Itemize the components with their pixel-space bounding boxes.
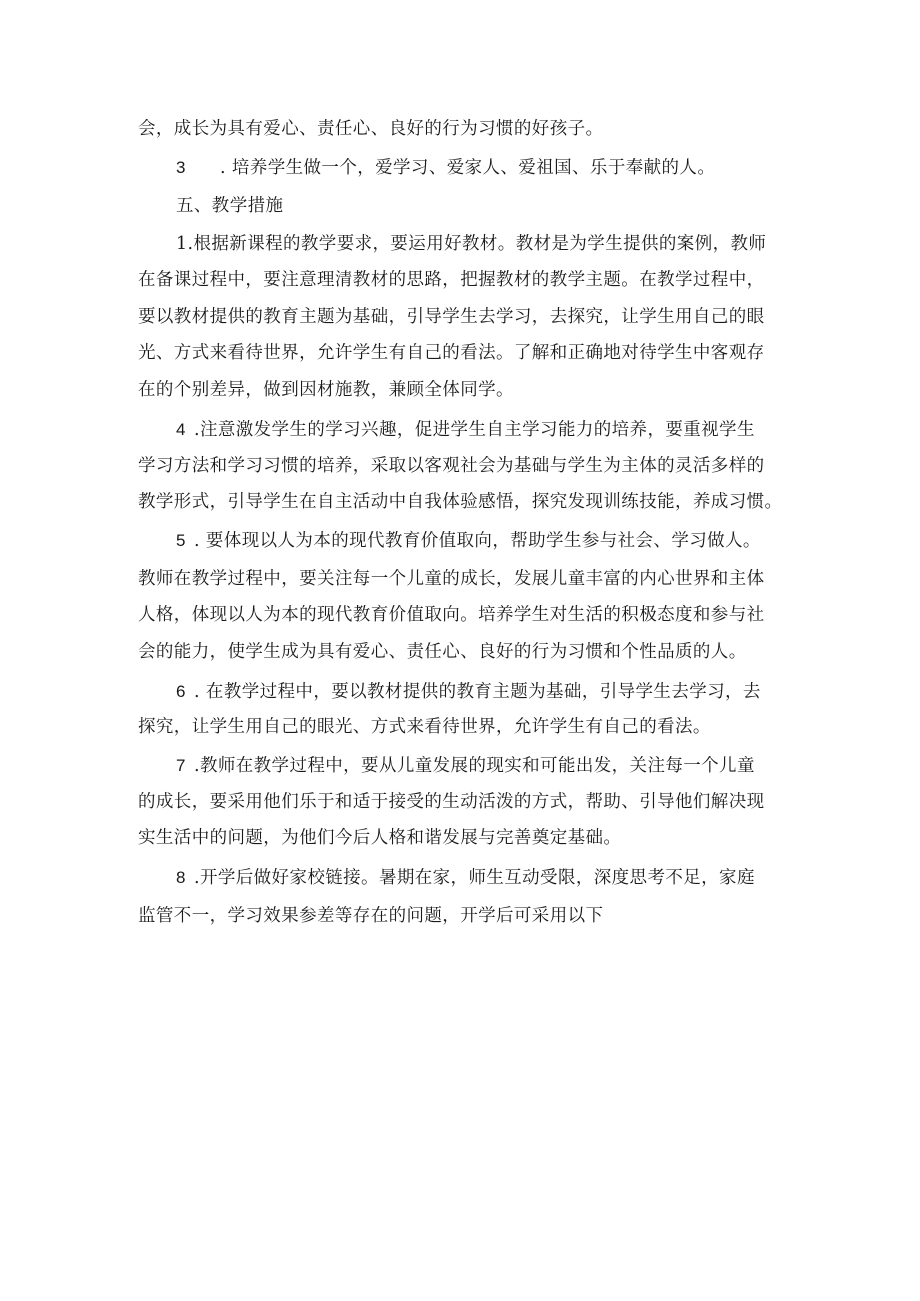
- list-item-text: . 培养学生做一个，爱学习、爱家人、爱祖国、乐于奉献的人。: [220, 158, 716, 178]
- paragraph-line: 1.根据新课程的教学要求，要运用好教材。教材是为学生提供的案例，教师: [176, 234, 767, 254]
- list-item-8: [176, 866, 755, 890]
- paragraph-line: 在的个别差异，做到因材施教，兼顾全体同学。: [138, 380, 514, 400]
- paragraph-line: 监管不一，学习效果参差等存在的问题，开学后可采用以下: [138, 906, 604, 926]
- paragraph-line: 实生活中的问题，为他们今后人格和谐发展与完善奠定基础。: [138, 828, 622, 848]
- list-number: 3: [176, 158, 186, 177]
- paragraph-line: 教学形式，引导学生在自主活动中自我体验感悟，探究发现训练技能，养成习惯。: [138, 492, 783, 512]
- paragraph-line: 在备课过程中，要注意理清教材的思路，把握教材的教学主题。在教学过程中，: [138, 270, 765, 290]
- paragraph-line: 会的能力，使学生成为具有爱心、责任心、良好的行为习惯和个性品质的人。: [138, 642, 747, 662]
- list-item-6: [176, 680, 761, 704]
- list-item-text: . 要体现以人为本的现代教育价值取向，帮助学生参与社会、学习做人。: [194, 531, 761, 551]
- paragraph-line: 教师在教学过程中，要关注每一个儿童的成长，发展儿童丰富的内心世界和主体: [138, 569, 765, 589]
- list-item-3: [176, 156, 715, 180]
- list-item-text: .开学后做好家校链接。暑期在家，师生互动受限，深度思考不足，家庭: [194, 868, 755, 888]
- list-number: 8: [176, 868, 186, 887]
- paragraph-line: 光、方式来看待世界，允许学生有自己的看法。了解和正确地对待学生中客观存: [138, 343, 765, 363]
- paragraph-line: 探究，让学生用自己的眼光、方式来看待世界，允许学生有自己的看法。: [138, 717, 711, 737]
- paragraph-line: 会，成长为具有爱心、责任心、良好的行为习惯的好孩子。: [138, 119, 604, 139]
- paragraph-line: 人格，体现以人为本的现代教育价值取向。培养学生对生活的积极态度和参与社: [138, 605, 765, 625]
- list-item-text: .教师在教学过程中，要从儿童发展的现实和可能出发，关注每一个儿童: [194, 756, 755, 776]
- section-heading: 五、教学措施: [176, 196, 284, 216]
- list-number: 4: [176, 420, 186, 439]
- list-item-5: [176, 529, 761, 553]
- list-item-7: [176, 754, 755, 778]
- list-item-text: . 在教学过程中，要以教材提供的教育主题为基础，引导学生去学习，去: [194, 682, 761, 702]
- list-number: 7: [176, 756, 186, 775]
- paragraph-line: 要以教材提供的教育主题为基础，引导学生去学习，去探究，让学生用自己的眼: [138, 307, 765, 327]
- list-item-4: [176, 418, 755, 442]
- paragraph-line: 的成长，要采用他们乐于和适于接受的生动活泼的方式，帮助、引导他们解决现: [138, 792, 765, 812]
- list-number: 6: [176, 682, 186, 701]
- paragraph-line: 学习方法和学习习惯的培养，采取以客观社会为基础与学生为主体的灵活多样的: [138, 456, 765, 476]
- list-number: 5: [176, 531, 186, 550]
- list-item-text: .注意激发学生的学习兴趣，促进学生自主学习能力的培养，要重视学生: [194, 420, 755, 440]
